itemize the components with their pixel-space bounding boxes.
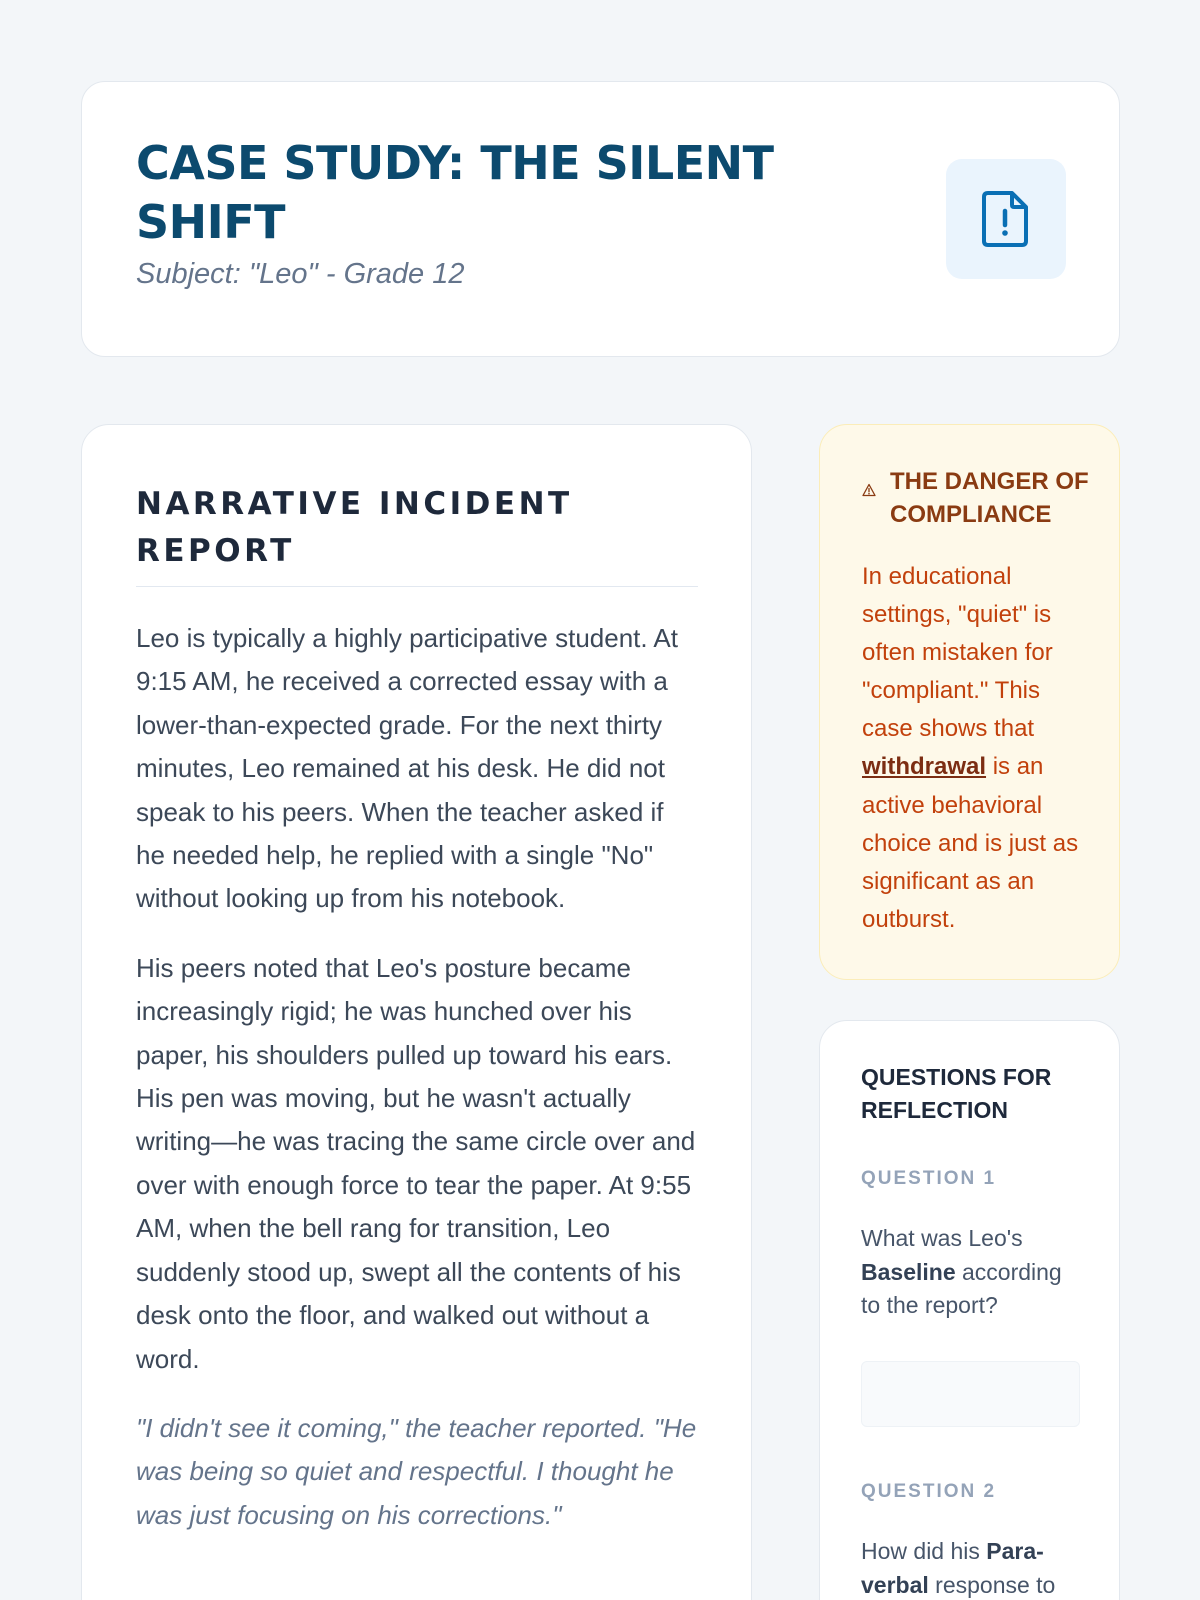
teacher-quote: "I didn't see it coming," the teacher reported. "He was being so quiet and respectful. I thought he was just focusing on his corrections." [136,1412,697,1530]
narrative-heading: NARRATIVE INCIDENT REPORT [136,486,573,569]
file-alert-icon [946,159,1066,279]
page-title: CASE STUDY: THE SILENT SHIFT [136,136,774,249]
question-1-label: QUESTION 1 [861,1168,997,1189]
danger-text-end: is an active behavioral choice and is just as significant as an outburst. [862,753,1079,933]
question-2-label: QUESTION 2 [861,1481,997,1502]
question-1-text-end: according to the report? [861,1258,1062,1318]
danger-callout [819,424,1120,980]
question-1-term: Baseline [861,1258,956,1285]
question-1-answer-field[interactable] [861,1361,1080,1427]
question-1-text [861,1222,1087,1323]
question-2-term: Para-verbal [861,1538,1044,1598]
narrative-paragraph: His peers noted that Leo's posture became increasingly rigid; he was hunched over his paper, his shoulders pulled up toward his ears. His pen was moving, but he wasn't actually writing—he was tracing the same circle over and over with enough force to tear the paper. At 9:55 AM, when the bell rang for transition, Leo suddenly stood up, swept all the contents of his desk onto the floor, and walked out without a word. [136,952,696,1374]
narrative-paragraph: Leo is typically a highly participative student. At 9:15 AM, he received a corrected essay with a lower-than-expected grade. For the next thirty minutes, Leo remained at his desk. He did not speak to his peers. When the teacher asked if he needed help, he replied with a single "No" without looking up from his notebook. [136,623,678,914]
questions-card [819,1020,1120,1600]
danger-title: THE DANGER OF COMPLIANCE [890,468,1089,528]
question-2-text [861,1535,1087,1600]
danger-emphasis: withdrawal [862,753,987,781]
warning-icon [862,483,876,497]
question-1-text-start: What was Leo's [861,1225,1023,1251]
header-card [81,81,1120,357]
danger-text-start: In educational settings, "quiet" is often mistaken for "compliant." This case shows that [862,563,1053,743]
narrative-card [81,424,752,1600]
questions-title: QUESTIONS FOR REFLECTION [861,1064,1052,1123]
page-subtitle: Subject: "Leo" - Grade 12 [136,258,465,290]
question-2-text-start: How did his [861,1538,987,1564]
divider [136,586,698,587]
question-2-text-end: response to [928,1571,1056,1598]
danger-text [862,558,1088,939]
danger-header [862,465,1102,531]
narrative-body [136,617,698,1563]
